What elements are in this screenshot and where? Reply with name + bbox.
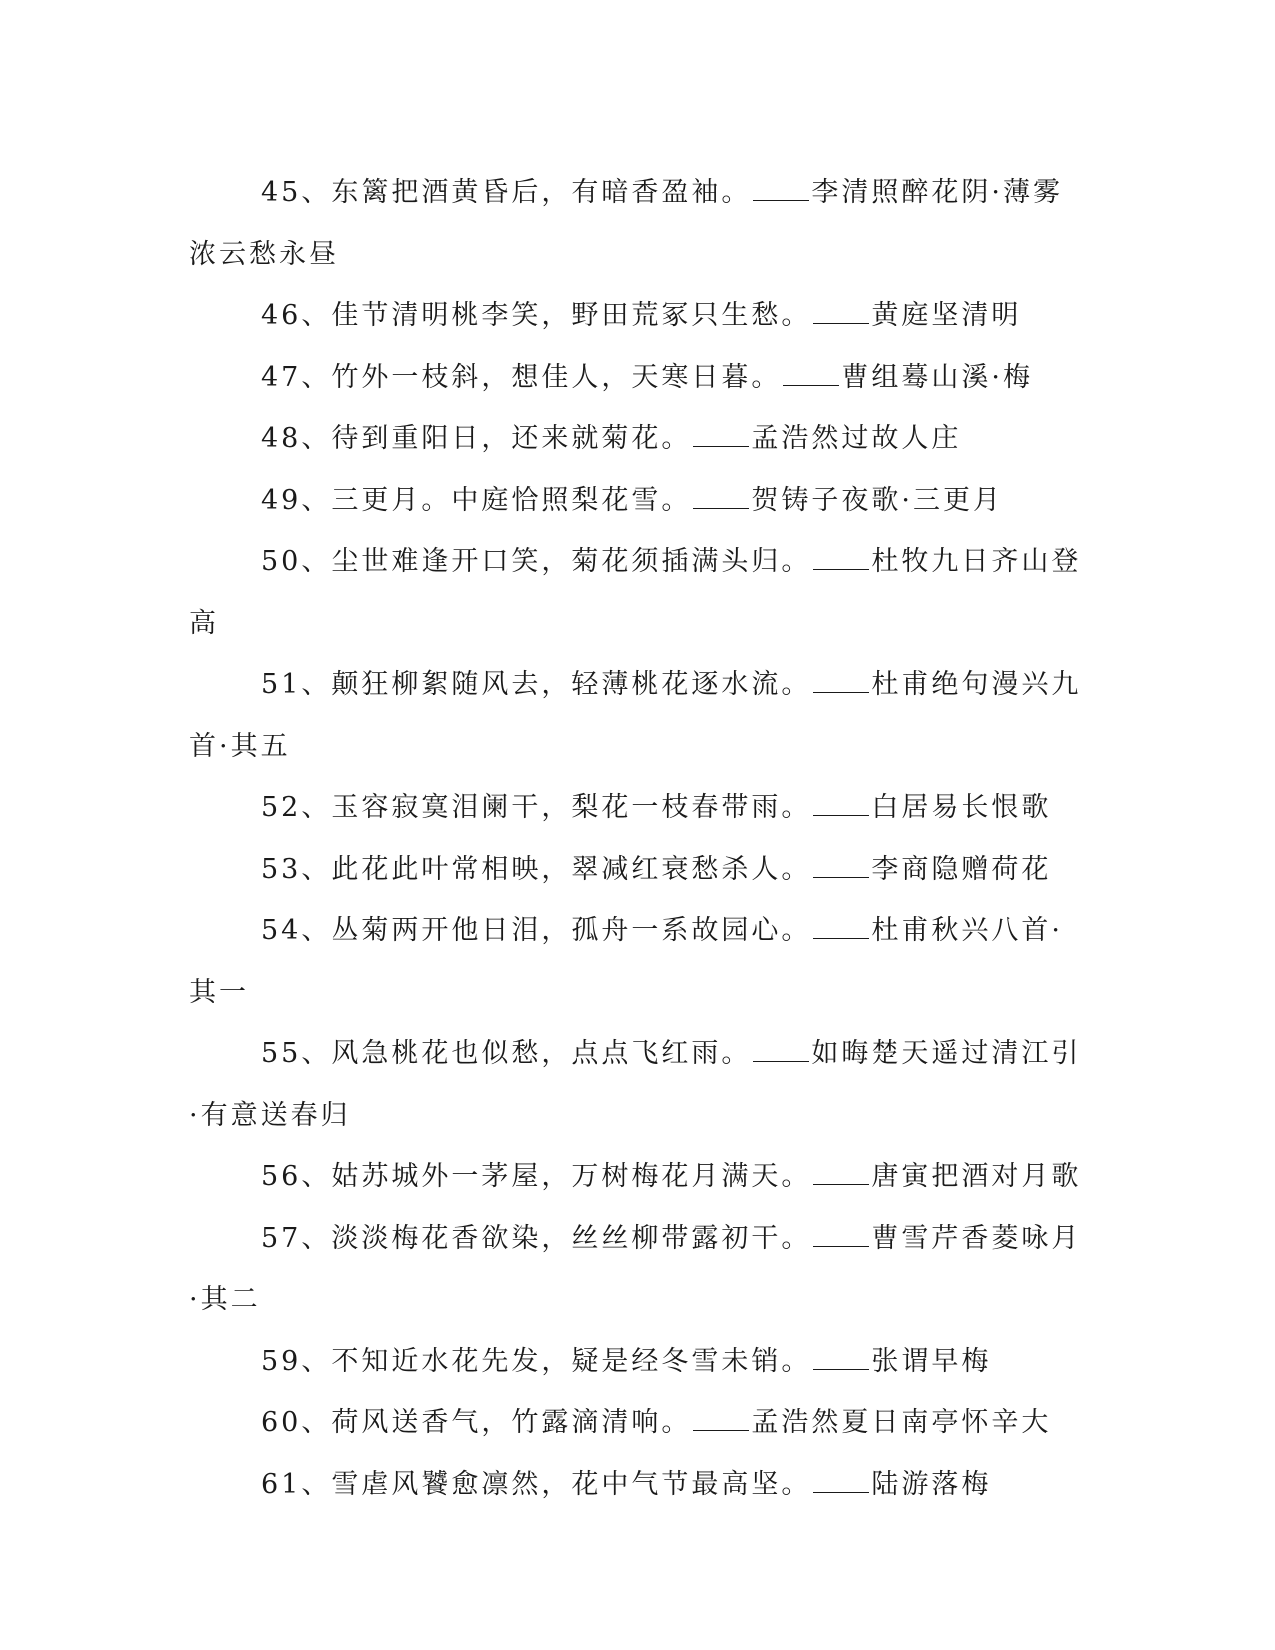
list-item: [189, 839, 1089, 901]
fill-blank: [753, 1039, 809, 1062]
fill-blank: [813, 547, 869, 570]
entry-verse: 尘世难逢开口笑，菊花须插满头归。: [331, 546, 812, 577]
entry-source: 唐寅把酒对月歌: [871, 1161, 1082, 1192]
entry-verse: 此花此叶常相映，翠减红衰愁杀人。: [331, 853, 812, 885]
entry-source: 李清照醉花阴·薄雾浓云愁永昼: [189, 177, 1063, 270]
fill-blank: [693, 1408, 749, 1431]
fill-blank: [813, 855, 869, 878]
fill-blank: [693, 424, 749, 447]
entry-verse: 荷风送香气，竹露滴清响。: [331, 1407, 692, 1438]
list-item: [189, 900, 1089, 1023]
fill-blank: [813, 1224, 869, 1247]
entry-verse: 颠狂柳絮随风去，轻薄桃花逐水流。: [331, 669, 812, 700]
entry-source: 白居易长恨歌: [871, 792, 1052, 823]
entry-number: 57、: [261, 1222, 332, 1254]
fill-blank: [813, 670, 869, 693]
list-item: [189, 1146, 1089, 1208]
entry-source: 曹雪芹香菱咏月·其二: [189, 1222, 1082, 1315]
entry-source: 陆游落梅: [871, 1468, 992, 1500]
fill-blank: [813, 793, 869, 816]
entry-verse: 不知近水花先发，疑是经冬雪未销。: [331, 1345, 812, 1377]
list-item: [189, 1392, 1089, 1454]
entry-verse: 姑苏城外一茅屋，万树梅花月满天。: [331, 1161, 812, 1192]
fill-blank: [813, 916, 869, 939]
entry-verse: 玉容寂寞泪阑干，梨花一枝春带雨。: [331, 792, 812, 823]
entry-number: 54、: [261, 915, 332, 946]
list-item: [189, 777, 1089, 839]
entry-number: 53、: [261, 853, 332, 885]
entry-number: 61、: [261, 1468, 332, 1500]
list-item: [189, 347, 1089, 409]
fill-blank: [813, 1162, 869, 1185]
entry-verse: 待到重阳日，还来就菊花。: [331, 423, 692, 454]
entry-number: 49、: [261, 484, 332, 516]
entry-number: 59、: [261, 1345, 332, 1377]
list-item: [189, 1208, 1089, 1331]
list-item: [189, 408, 1089, 470]
entry-verse: 东篱把酒黄昏后，有暗香盈袖。: [331, 177, 752, 208]
fill-blank: [813, 301, 869, 324]
entry-source: 贺铸子夜歌·三更月: [751, 484, 1003, 516]
entry-source: 杜甫绝句漫兴九首·其五: [189, 669, 1082, 762]
entry-source: 杜甫秋兴八首·其一: [189, 915, 1063, 1008]
entry-number: 51、: [261, 669, 332, 700]
poem-list: [189, 162, 1089, 1515]
entry-verse: 竹外一枝斜，想佳人，天寒日暮。: [331, 361, 782, 393]
entry-number: 46、: [261, 300, 332, 331]
entry-source: 黄庭坚清明: [871, 300, 1022, 331]
entry-number: 45、: [261, 177, 332, 208]
entry-verse: 淡淡梅花香欲染，丝丝柳带露初干。: [331, 1222, 812, 1254]
list-item: [189, 162, 1089, 285]
list-item: [189, 654, 1089, 777]
entry-verse: 佳节清明桃李笑，野田荒冢只生愁。: [331, 300, 812, 331]
list-item: [189, 470, 1089, 532]
list-item: [189, 1023, 1089, 1146]
list-item: [189, 531, 1089, 654]
entry-source: 杜牧九日齐山登高: [189, 546, 1082, 639]
entry-source: 李商隐赠荷花: [871, 853, 1052, 885]
entry-source: 孟浩然夏日南亭怀辛大: [751, 1407, 1052, 1438]
fill-blank: [693, 486, 749, 509]
entry-number: 60、: [261, 1407, 332, 1438]
entry-verse: 风急桃花也似愁，点点飞红雨。: [331, 1038, 752, 1069]
entry-number: 55、: [261, 1038, 332, 1069]
entry-number: 50、: [261, 546, 332, 577]
fill-blank: [813, 1470, 869, 1493]
fill-blank: [753, 178, 809, 201]
entry-verse: 三更月。中庭恰照梨花雪。: [331, 484, 692, 516]
list-item: [189, 1454, 1089, 1516]
entry-source: 孟浩然过故人庄: [751, 423, 962, 454]
entry-number: 56、: [261, 1161, 332, 1192]
entry-number: 48、: [261, 423, 332, 454]
entry-source: 如晦楚天遥过清江引·有意送春归: [189, 1038, 1082, 1131]
list-item: [189, 1331, 1089, 1393]
entry-source: 张谓早梅: [871, 1345, 992, 1377]
entry-verse: 雪虐风饕愈凛然，花中气节最高坚。: [331, 1468, 812, 1500]
entry-verse: 丛菊两开他日泪，孤舟一系故园心。: [331, 915, 812, 946]
fill-blank: [813, 1347, 869, 1370]
entry-number: 52、: [261, 792, 332, 823]
entry-number: 47、: [261, 361, 332, 393]
list-item: [189, 285, 1089, 347]
entry-source: 曹组蓦山溪·梅: [841, 361, 1033, 393]
fill-blank: [783, 363, 839, 386]
